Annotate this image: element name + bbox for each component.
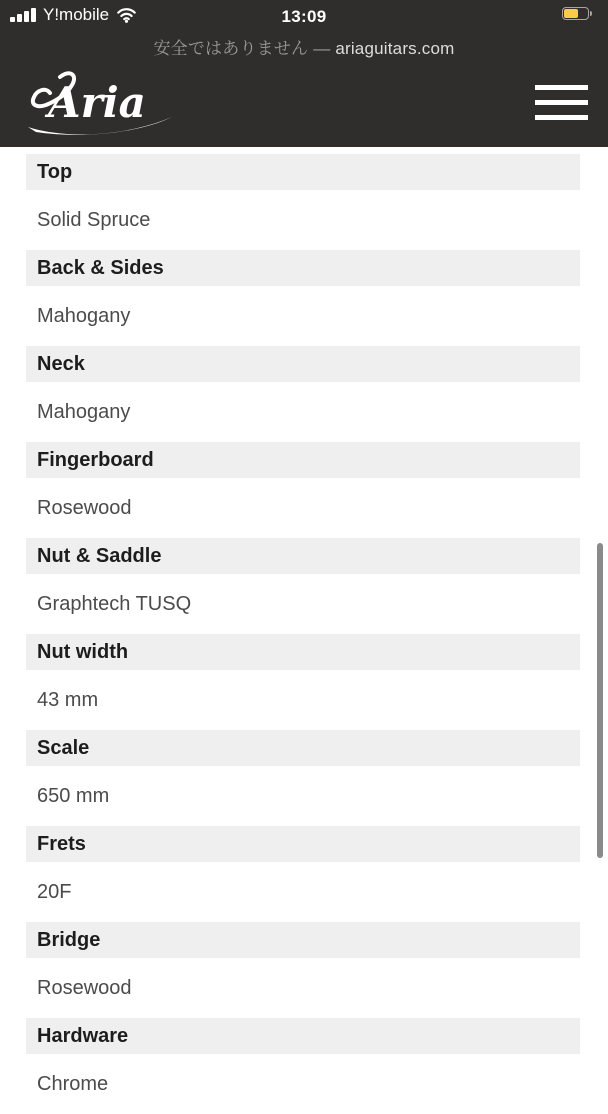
spec-value: 20F [37,880,72,903]
page-scrollbar-thumb[interactable] [597,543,603,858]
spec-item-scale [0,730,608,826]
battery-icon [562,7,592,20]
spec-item-neck [0,346,608,442]
browser-top-chrome [0,0,608,147]
spec-item-frets [0,826,608,922]
address-bar[interactable] [0,34,608,59]
spec-label: Bridge [26,922,580,958]
cellular-signal-icon [10,8,36,22]
spec-value: Mahogany [37,304,131,327]
spec-value: Rosewood [37,976,132,999]
spec-label: Frets [26,826,580,862]
spec-item-fingerboard [0,442,608,538]
spec-label: Back & Sides [26,250,580,286]
spec-label: Hardware [26,1018,580,1054]
spec-label: Scale [26,730,580,766]
aria-logo[interactable] [20,67,180,139]
spec-item-back-sides [0,250,608,346]
spec-value: Mahogany [37,400,131,423]
spec-label: Fingerboard [26,442,580,478]
spec-item-nut-width [0,634,608,730]
clock: 13:09 [281,7,327,26]
status-left-cluster [10,6,137,24]
hamburger-menu-icon[interactable] [535,85,588,120]
spec-value: 43 mm [37,688,99,711]
url-separator: — [308,39,336,58]
spec-value: Rosewood [37,496,132,519]
spec-item-top [0,154,608,250]
wifi-icon [116,7,137,23]
spec-label: Neck [26,346,580,382]
spec-label: Nut width [26,634,580,670]
carrier-label: Y!mobile [43,5,110,24]
spec-label: Top [26,154,580,190]
svg-text:Aria: Aria [48,77,146,127]
guitar-spec-list [0,147,608,1114]
spec-value: 650 mm [37,784,110,807]
spec-item-bridge [0,922,608,1018]
spec-value: Solid Spruce [37,208,151,231]
status-bar [0,0,608,30]
spec-value: Graphtech TUSQ [37,592,192,615]
spec-item-nut-saddle [0,538,608,634]
spec-value: Chrome [37,1072,109,1095]
spec-item-hardware [0,1018,608,1114]
url-domain: ariaguitars.com [335,39,455,58]
spec-label: Nut & Saddle [26,538,580,574]
security-warning-label: 安全ではありません [153,39,309,58]
site-header [0,58,608,147]
